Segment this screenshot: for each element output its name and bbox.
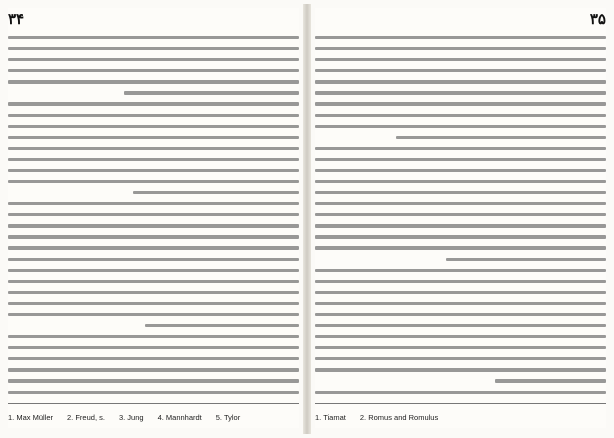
left-footnote-rule [8,403,299,404]
footnote: 1. Tiamat [315,413,346,422]
book-gutter [303,4,311,434]
text-line [315,202,606,205]
text-line [315,80,606,83]
text-line [8,391,299,394]
text-line [8,36,299,39]
text-line [8,169,299,172]
left-footnotes [8,413,299,422]
text-line [8,246,299,249]
text-line [8,291,299,294]
footnote: 3. Jung [118,413,144,422]
text-line [8,202,299,205]
text-line [315,125,606,128]
text-line [495,379,606,382]
text-line [315,158,606,161]
text-line [315,280,606,283]
text-line [446,258,606,261]
text-line [315,335,606,338]
text-line [315,357,606,360]
right-page [315,8,606,428]
text-line [315,91,606,94]
text-line [8,302,299,305]
right-page-header [315,10,606,28]
text-line [8,258,299,261]
text-line [8,147,299,150]
text-line [315,313,606,316]
text-line [8,346,299,349]
text-line [8,136,299,139]
text-line [315,224,606,227]
text-line [315,47,606,50]
text-line [8,58,299,61]
left-page-number: ۳۴ [8,10,25,28]
text-line [8,335,299,338]
text-line [145,324,299,327]
left-page-header [8,10,299,28]
text-line [315,147,606,150]
text-line [315,346,606,349]
text-line [315,269,606,272]
text-line [315,391,606,394]
text-line [8,125,299,128]
text-line [8,313,299,316]
right-body-text [315,36,606,394]
right-page-number: ۳۵ [589,10,606,28]
text-line [133,191,299,194]
text-line [8,180,299,183]
right-footnote-rule [315,403,606,404]
text-line [8,235,299,238]
footnote: 2. Romus and Romulus [359,413,439,422]
text-line [8,357,299,360]
text-line [8,269,299,272]
text-line [8,224,299,227]
text-line [8,213,299,216]
text-line [315,102,606,105]
text-line [315,180,606,183]
text-line [315,302,606,305]
footnote: 1. Max Müller [8,413,54,422]
text-line [315,36,606,39]
footnote: 2. Freud, s. [67,413,105,422]
text-line [8,368,299,371]
text-line [315,191,606,194]
text-line [396,136,606,139]
text-line [315,169,606,172]
text-line [315,368,606,371]
text-line [8,47,299,50]
right-footnotes [315,413,606,422]
text-line [315,246,606,249]
text-line [315,213,606,216]
text-line [8,280,299,283]
text-line [315,235,606,238]
text-line [8,80,299,83]
text-line [315,58,606,61]
text-line [315,114,606,117]
text-line [315,69,606,72]
text-line [8,102,299,105]
text-line [8,379,299,382]
text-line [8,69,299,72]
footnote: 4. Mannhardt [157,413,202,422]
text-line [8,158,299,161]
text-line [124,91,299,94]
text-line [315,324,606,327]
text-line [8,114,299,117]
left-page [8,8,299,428]
left-body-text [8,36,299,394]
text-line [315,291,606,294]
footnote: 5. Tylor [215,413,241,422]
